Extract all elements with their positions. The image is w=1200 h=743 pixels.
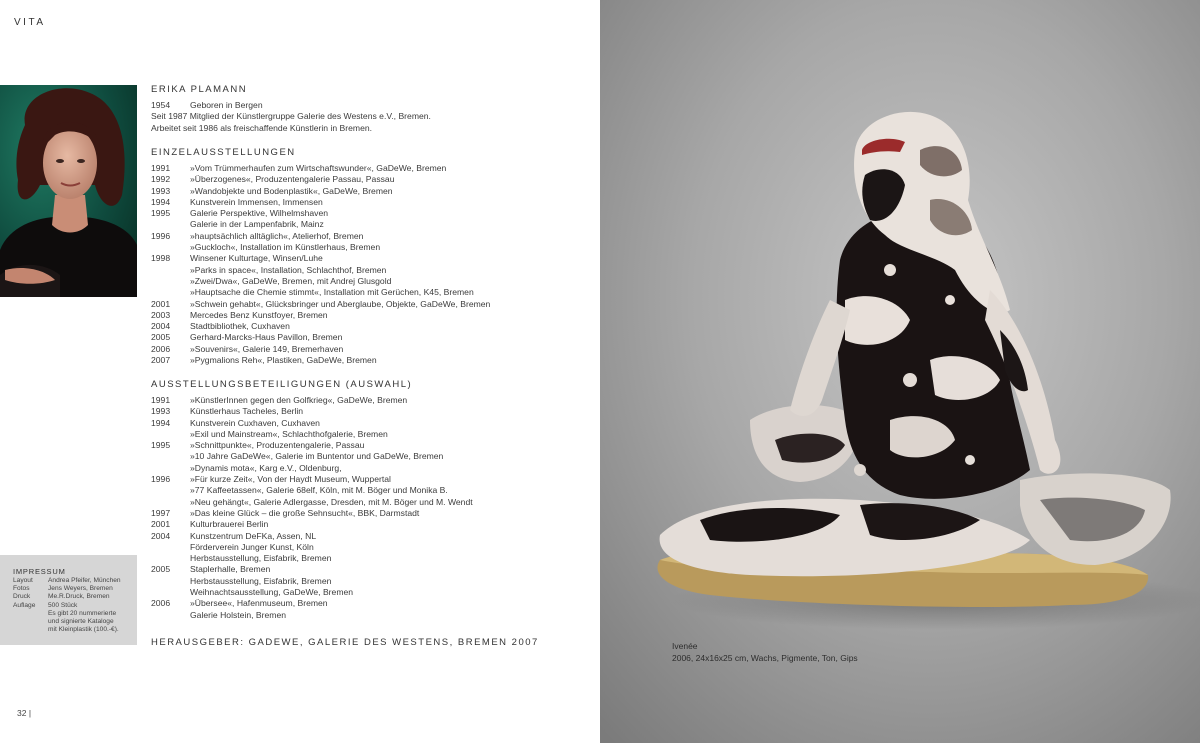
group-exhibition-row xyxy=(151,576,571,587)
exhibition-text: Mercedes Benz Kunstfoyer, Bremen xyxy=(190,309,328,320)
exhibition-text: »Für kurze Zeit«, Von der Haydt Museum, Wuppertal xyxy=(190,474,391,485)
exhibition-text: »hauptsächlich alltäglich«, Atelierhof, Bremen xyxy=(190,230,364,241)
solo-exhibition-row xyxy=(151,219,571,230)
section-header: VITA xyxy=(14,17,46,28)
impressum-key: Druck xyxy=(13,593,31,601)
solo-list xyxy=(151,163,571,366)
exhibition-year: 2003 xyxy=(151,309,171,320)
group-exhibition-row xyxy=(151,531,571,542)
exhibition-text: Künstlerhaus Tacheles, Berlin xyxy=(190,406,304,417)
exhibition-year: 1995 xyxy=(151,208,171,219)
solo-exhibition-row xyxy=(151,231,571,242)
impressum-title: IMPRESSUM xyxy=(13,567,66,576)
solo-exhibition-row xyxy=(151,287,571,298)
group-exhibition-row xyxy=(151,429,571,440)
impressum-row xyxy=(13,626,119,634)
solo-exhibition-row xyxy=(151,197,571,208)
exhibition-year: 2004 xyxy=(151,321,171,332)
exhibition-text: Kunstzentrum DeFKa, Assen, NL xyxy=(190,530,317,541)
exhibition-text: Herbstausstellung, Eisfabrik, Bremen xyxy=(190,575,332,586)
group-exhibition-row xyxy=(151,587,571,598)
group-exhibition-row xyxy=(151,440,571,451)
exhibition-text: »Hauptsache die Chemie stimmt«, Installation mit Gerüchen, K45, Bremen xyxy=(190,287,474,298)
impressum-value: mit Kleinplastik (100.-€). xyxy=(48,626,119,634)
exhibition-text: »77 Kaffeetassen«, Galerie 68elf, Köln, mit M. Böger und Monika B. xyxy=(190,485,448,496)
group-exhibition-row xyxy=(151,519,571,530)
right-page xyxy=(600,0,1200,743)
artwork-details: 2006, 24x16x25 cm, Wachs, Pigmente, Ton, Gips xyxy=(672,653,858,663)
group-exhibition-row xyxy=(151,406,571,417)
exhibition-text: Kunstverein Cuxhaven, Cuxhaven xyxy=(190,417,320,428)
group-exhibition-row xyxy=(151,508,571,519)
group-list xyxy=(151,395,571,621)
group-exhibitions xyxy=(151,379,571,621)
group-exhibition-row xyxy=(151,485,571,496)
exhibition-text: Herbstausstellung, Eisfabrik, Bremen xyxy=(190,553,332,564)
impressum-row xyxy=(13,585,113,593)
exhibition-year: 2007 xyxy=(151,355,171,366)
bio-text: Geboren in Bergen xyxy=(190,100,263,110)
group-exhibition-row xyxy=(151,418,571,429)
exhibition-year: 1994 xyxy=(151,417,171,428)
solo-exhibition-row xyxy=(151,265,571,276)
portrait-illustration xyxy=(0,85,137,297)
exhibition-year: 1997 xyxy=(151,507,171,518)
impressum-value: Andrea Pfeifer, München xyxy=(48,577,121,584)
publisher-line: HERAUSGEBER: GADEWE, GALERIE DES WESTENS, BREMEN 2007 xyxy=(151,637,539,648)
group-exhibition-row xyxy=(151,395,571,406)
exhibition-text: »Pygmalions Reh«, Plastiken, GaDeWe, Bremen xyxy=(190,355,377,366)
exhibition-text: Gerhard-Marcks-Haus Pavillon, Bremen xyxy=(190,332,343,343)
exhibition-year: 1991 xyxy=(151,163,171,173)
exhibition-text: »Guckloch«, Installation im Künstlerhaus, Bremen xyxy=(190,242,381,253)
solo-exhibition-row xyxy=(151,242,571,253)
exhibition-text: »Wandobjekte und Bodenplastik«, GaDeWe, Bremen xyxy=(190,185,393,196)
exhibition-year: 1991 xyxy=(151,395,171,405)
exhibition-text: Weihnachtsausstellung, GaDeWe, Bremen xyxy=(190,587,354,598)
bio-year: 1954 xyxy=(151,100,171,110)
exhibition-year: 2005 xyxy=(151,332,171,343)
impressum-value: 500 Stück xyxy=(48,601,78,609)
solo-exhibition-row xyxy=(151,174,571,185)
exhibition-text: »Neu gehängt«, Galerie Adlergasse, Dresden, mit M. Böger und M. Wendt xyxy=(190,496,473,507)
solo-exhibition-row xyxy=(151,163,571,174)
solo-exhibitions xyxy=(151,147,571,366)
solo-heading: EINZELAUSSTELLUNGEN xyxy=(151,147,296,158)
exhibition-text: »KünstlerInnen gegen den Golfkrieg«, GaDeWe, Bremen xyxy=(190,395,408,405)
solo-exhibition-row xyxy=(151,310,571,321)
exhibition-text: »Übersee«, Hafenmuseum, Bremen xyxy=(190,598,328,609)
solo-exhibition-row xyxy=(151,186,571,197)
exhibition-text: »Dynamis mota«, Karg e.V., Oldenburg, xyxy=(190,462,342,473)
solo-exhibition-row xyxy=(151,299,571,310)
group-exhibition-row xyxy=(151,474,571,485)
bio-line xyxy=(151,123,571,134)
exhibition-text: »Überzogenes«, Produzentengalerie Passau, Passau xyxy=(190,174,395,185)
impressum-box xyxy=(0,555,137,645)
group-exhibition-row xyxy=(151,598,571,609)
exhibition-text: Kulturbrauerei Berlin xyxy=(190,519,269,530)
impressum-key: Layout xyxy=(13,577,33,584)
exhibition-text: »10 Jahre GaDeWe«, Galerie im Buntentor und GaDeWe, Bremen xyxy=(190,451,444,462)
exhibition-text: »Schnittpunkte«, Produzentengalerie, Passau xyxy=(190,440,365,451)
exhibition-text: »Schwein gehabt«, Glücksbringer und Aberglaube, Objekte, GaDeWe, Bremen xyxy=(190,298,491,309)
exhibition-year: 2001 xyxy=(151,519,171,530)
artist-name: ERIKA PLAMANN xyxy=(151,84,248,95)
exhibition-text: Galerie in der Lampenfabrik, Mainz xyxy=(190,219,324,230)
exhibition-year: 1994 xyxy=(151,196,171,207)
group-exhibition-row xyxy=(151,564,571,575)
artist-portrait xyxy=(0,85,137,297)
bio-text: Arbeitet seit 1986 als freischaffende Künstlerin in Bremen. xyxy=(151,122,373,133)
exhibition-year: 1995 xyxy=(151,440,171,451)
bio-line xyxy=(151,111,571,122)
exhibition-year: 2005 xyxy=(151,564,171,575)
bio-block xyxy=(151,84,571,134)
group-exhibition-row xyxy=(151,610,571,621)
page-number: 32 | xyxy=(17,708,32,718)
exhibition-year: 1998 xyxy=(151,253,171,264)
impressum-value: Me.R.Druck, Bremen xyxy=(48,593,110,601)
exhibition-text: »Das kleine Glück – die große Sehnsucht«, BBK, Darmstadt xyxy=(190,507,420,518)
solo-exhibition-row xyxy=(151,208,571,219)
exhibition-year: 1993 xyxy=(151,406,171,417)
exhibition-text: Förderverein Junger Kunst, Köln xyxy=(190,541,314,552)
impressum-row xyxy=(13,602,77,610)
group-exhibition-row xyxy=(151,497,571,508)
artwork-title: Ivenée xyxy=(672,641,698,651)
exhibition-year: 1996 xyxy=(151,474,171,485)
exhibition-text: Staplerhalle, Bremen xyxy=(190,564,271,575)
impressum-row xyxy=(13,618,114,626)
bio-line xyxy=(151,100,571,111)
exhibition-text: Kunstverein Immensen, Immensen xyxy=(190,196,323,207)
exhibition-text: »Vom Trümmerhaufen zum Wirtschaftswunder«, GaDeWe, Bremen xyxy=(190,163,447,173)
exhibition-year: 1993 xyxy=(151,185,171,196)
exhibition-year: 2004 xyxy=(151,530,171,541)
solo-exhibition-row xyxy=(151,355,571,366)
impressum-row xyxy=(13,593,110,601)
exhibition-year: 1996 xyxy=(151,230,171,241)
exhibition-text: »Parks in space«, Installation, Schlachthof, Bremen xyxy=(190,264,387,275)
group-heading: AUSSTELLUNGSBETEILIGUNGEN (AUSWAHL) xyxy=(151,379,413,390)
exhibition-text: Galerie Holstein, Bremen xyxy=(190,609,287,620)
solo-exhibition-row xyxy=(151,344,571,355)
impressum-value: und signierte Kataloge xyxy=(48,618,114,625)
group-exhibition-row xyxy=(151,542,571,553)
exhibition-text: Stadtbibliothek, Cuxhaven xyxy=(190,321,290,332)
exhibition-text: »Zwei/Dwa«, GaDeWe, Bremen, mit Andrej Glusgold xyxy=(190,275,392,286)
artwork-caption xyxy=(672,640,858,664)
exhibition-year: 2006 xyxy=(151,598,171,609)
group-exhibition-row xyxy=(151,463,571,474)
impressum-value: Jens Weyers, Bremen xyxy=(48,585,113,593)
exhibition-year: 2001 xyxy=(151,298,171,309)
impressum-row xyxy=(13,577,121,585)
exhibition-text: »Exil und Mainstream«, Schlachthofgalerie, Bremen xyxy=(190,428,388,439)
exhibition-year: 1992 xyxy=(151,174,171,185)
exhibition-text: Winsener Kulturtage, Winsen/Luhe xyxy=(190,253,323,264)
sculpture-photo xyxy=(600,0,1200,743)
impressum-row xyxy=(13,610,116,618)
impressum-value: Es gibt 20 nummerierte xyxy=(48,609,117,617)
exhibition-text: Galerie Perspektive, Wilhelmshaven xyxy=(190,208,329,219)
solo-exhibition-row xyxy=(151,276,571,287)
impressum-key: Fotos xyxy=(13,585,30,593)
impressum-key: Auflage xyxy=(13,601,36,609)
solo-exhibition-row xyxy=(151,253,571,264)
bio-text: Seit 1987 Mitglied der Künstlergruppe Galerie des Westens e.V., Bremen. xyxy=(151,111,431,122)
group-exhibition-row xyxy=(151,451,571,462)
group-exhibition-row xyxy=(151,553,571,564)
solo-exhibition-row xyxy=(151,321,571,332)
exhibition-year: 2006 xyxy=(151,343,171,354)
solo-exhibition-row xyxy=(151,332,571,343)
exhibition-text: »Souvenirs«, Galerie 149, Bremerhaven xyxy=(190,343,344,354)
